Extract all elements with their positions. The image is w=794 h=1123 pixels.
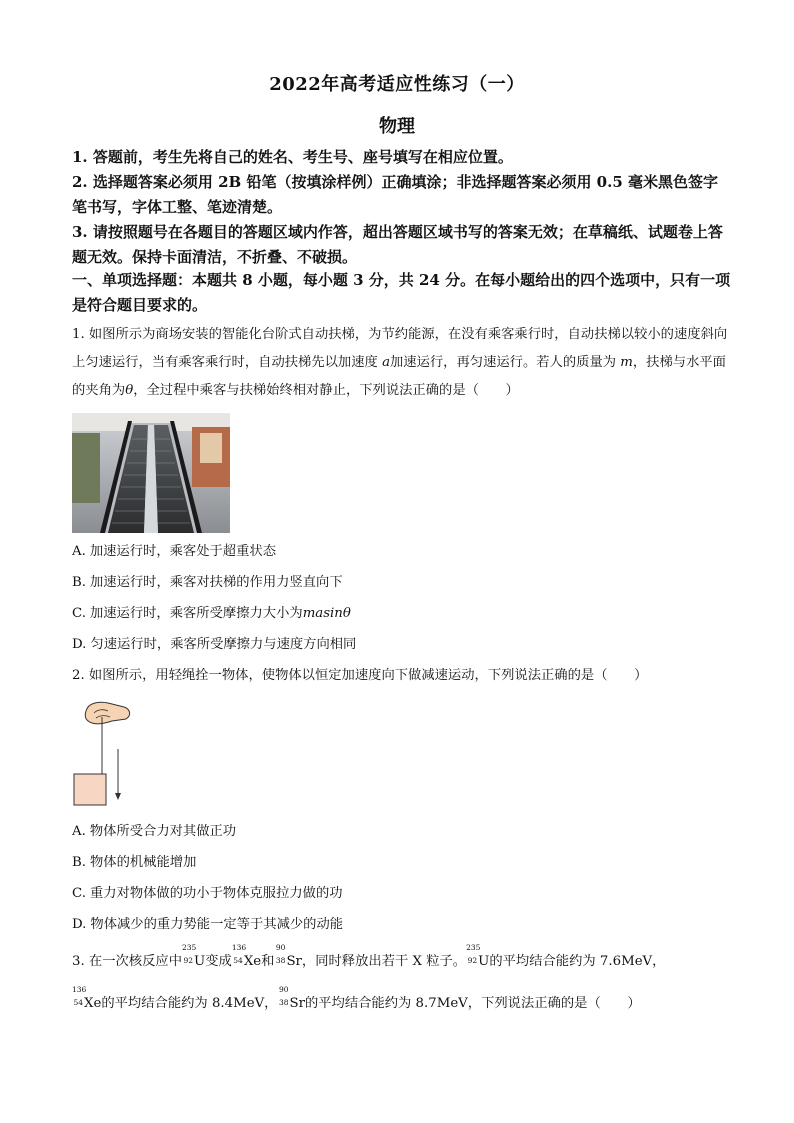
nuclide-u235: 235 92 U [466, 943, 490, 969]
hand-rope-block-diagram [72, 697, 144, 809]
question-number: 1. [72, 327, 85, 342]
q1-option-c: C. 加速运行时，乘客所受摩擦力大小为masinθ [72, 606, 351, 621]
section-heading: 一、单项选择题：本题共 8 小题，每小题 3 分，共 24 分。在每小题给出的四个选项中，只有一项是符合题目要求的。 [72, 271, 731, 314]
q2-option-b: B. 物体的机械能增加 [72, 855, 197, 870]
var-theta: θ [125, 383, 134, 398]
q1-option-b: B. 加速运行时，乘客对扶梯的作用力竖直向下 [72, 575, 343, 590]
nuclide-sr90: 90 38 Sr [275, 943, 302, 969]
q1-option-d: D. 匀速运行时，乘客所受摩擦力与速度方向相同 [72, 637, 357, 652]
question-3-line-2: 136 54 Xe的平均结合能约为 8.4MeV， 90 38 Sr的平均结合能约为 8.7MeV，下列说法正确的是（ ） [72, 990, 732, 1018]
var-m: m [620, 355, 633, 370]
escalator-photo [72, 413, 230, 533]
question-number: 2. [72, 668, 85, 683]
instruction-2: 2. 选择题答案必须用 2B 铅笔（按填涂样例）正确填涂；非选择题答案必须用 0.5 毫米黑色签字笔书写，字体工整、笔迹清楚。 [72, 173, 718, 216]
q2-option-d: D. 物体减少的重力势能一定等于其减少的动能 [72, 917, 344, 932]
subject-title: 物理 [379, 116, 415, 137]
exam-title: 2022年高考适应性练习（一） [269, 74, 525, 95]
instruction-1: 1. 答题前，考生先将自己的姓名、考生号、座号填写在相应位置。 [72, 148, 513, 166]
hanging-block-figure [72, 697, 144, 809]
q2-option-a: A. 物体所受合力对其做正功 [72, 824, 237, 839]
nuclide-sr90: 90 38 Sr [278, 985, 305, 1011]
var-a: a [382, 355, 390, 370]
nuclide-xe136: 136 54 Xe [231, 943, 262, 969]
q2-option-c: C. 重力对物体做的功小于物体克服拉力做的功 [72, 886, 343, 901]
nuclide-u235: 235 92 U [182, 943, 206, 969]
q1-option-a: A. 加速运行时，乘客处于超重状态 [72, 544, 276, 559]
question-3-line-1: 3. 在一次核反应中 235 92 U变成 136 54 Xe和 90 38 Sr，同时释放出若干 X 粒子。 235 92 U的平均结合能约为 7.6MeV， [72, 948, 732, 976]
question-1: 1. 如图所示为商场安装的智能化台阶式自动扶梯，为节约能源，在没有乘客乘行时，自动扶梯以较小的速度斜向上匀速运行，当有乘客乘行时，自动扶梯先以加速度 a加速运行，再匀速运行。若人的质量为 m，扶梯与水平面的夹角为θ，全过程中乘客与扶梯始终相对静止，下列说法正确的是（ ） [72, 327, 728, 398]
hand-icon [85, 702, 129, 724]
nuclide-xe136: 136 54 Xe [72, 985, 102, 1011]
instruction-3: 3. 请按照题号在各题目的答题区域内作答，超出答题区域书写的答案无效；在草稿纸、试题卷上答题无效。保持卡面清洁，不折叠、不破损。 [72, 223, 723, 266]
formula-masintheta: masinθ [302, 606, 351, 621]
escalator-image [72, 413, 230, 533]
block [74, 774, 106, 805]
exam-instructions [72, 145, 732, 270]
question-number: 3. [72, 954, 85, 969]
question-2: 2. 如图所示，用轻绳拴一物体，使物体以恒定加速度向下做减速运动，下列说法正确的是（ ） [72, 668, 648, 683]
